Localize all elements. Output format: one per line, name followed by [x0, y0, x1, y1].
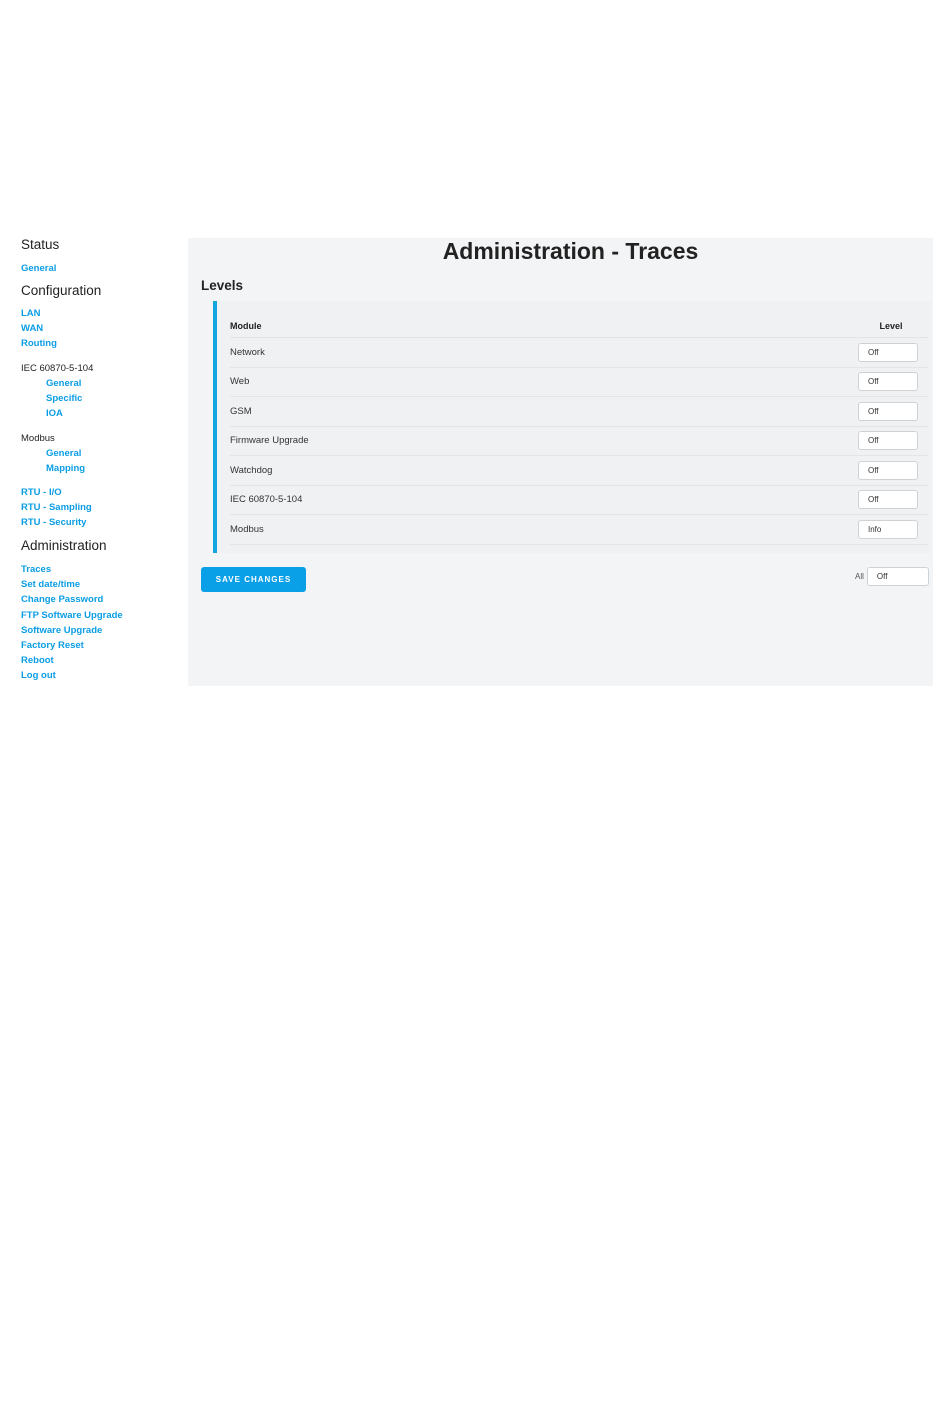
levels-table — [230, 315, 928, 545]
sidebar-item-iec-ioa[interactable]: IOA — [46, 408, 63, 420]
module-name: Firmware Upgrade — [230, 426, 854, 456]
sidebar-item-rtu-security[interactable]: RTU - Security — [21, 517, 87, 529]
sidebar-group-iec: IEC 60870-5-104 — [21, 363, 94, 374]
sidebar-item-set-datetime[interactable]: Set date/time — [21, 579, 81, 591]
table-row — [230, 367, 928, 397]
module-name: Network — [230, 338, 854, 368]
table-row — [230, 515, 928, 545]
sidebar-item-modbus-general[interactable]: General — [46, 448, 82, 459]
sidebar-item-routing[interactable]: Routing — [21, 338, 57, 350]
sidebar-item-change-password[interactable]: Change Password — [21, 594, 104, 606]
module-name: IEC 60870-5-104 — [230, 485, 854, 515]
sidebar-item-ftp-upgrade[interactable]: FTP Software Upgrade — [21, 609, 123, 621]
level-select-web[interactable]: Off — [858, 372, 918, 391]
level-select-firmware-upgrade[interactable]: Off — [858, 431, 918, 450]
sidebar-item-status-general[interactable]: General — [21, 263, 57, 274]
sidebar-heading-administration: Administration — [21, 538, 107, 553]
sidebar-item-rtu-sampling[interactable]: RTU - Sampling — [21, 502, 92, 514]
sidebar-item-wan[interactable]: WAN — [21, 323, 44, 335]
sidebar-item-reboot[interactable]: Reboot — [21, 655, 54, 667]
level-select-watchdog[interactable]: Off — [858, 461, 918, 480]
all-level-control — [855, 567, 929, 586]
sidebar-item-software-upgrade[interactable]: Software Upgrade — [21, 624, 103, 636]
all-label: All — [855, 572, 864, 581]
save-changes-button[interactable]: SAVE CHANGES — [201, 567, 306, 592]
sidebar-group-modbus: Modbus — [21, 433, 55, 444]
table-row — [230, 426, 928, 456]
levels-panel — [213, 301, 931, 553]
column-header-level: Level — [879, 321, 903, 331]
sidebar-item-rtu-io[interactable]: RTU - I/O — [21, 487, 62, 498]
main-panel — [188, 238, 933, 686]
sidebar-item-iec-general[interactable]: General — [46, 378, 82, 389]
sidebar-item-logout[interactable]: Log out — [21, 670, 56, 682]
sidebar-item-iec-specific[interactable]: Specific — [46, 393, 83, 405]
all-level-select[interactable]: Off — [867, 567, 929, 586]
sidebar-item-modbus-mapping[interactable]: Mapping — [46, 463, 86, 475]
table-row — [230, 338, 928, 368]
sidebar-item-lan[interactable]: LAN — [21, 308, 41, 319]
module-name: Modbus — [230, 515, 854, 545]
module-name: Watchdog — [230, 456, 854, 486]
table-row — [230, 485, 928, 515]
level-select-iec[interactable]: Off — [858, 490, 918, 509]
sidebar-item-traces[interactable]: Traces — [21, 564, 52, 575]
level-select-modbus[interactable]: Info — [858, 520, 918, 539]
module-name: GSM — [230, 397, 854, 427]
table-row — [230, 456, 928, 486]
section-title-levels: Levels — [201, 278, 244, 293]
sidebar-item-factory-reset[interactable]: Factory Reset — [21, 640, 84, 652]
module-name: Web — [230, 367, 854, 397]
level-select-gsm[interactable]: Off — [858, 402, 918, 421]
table-row — [230, 397, 928, 427]
page-title: Administration - Traces — [442, 238, 699, 264]
sidebar-heading-configuration: Configuration — [21, 283, 102, 298]
level-select-network[interactable]: Off — [858, 343, 918, 362]
column-header-module: Module — [230, 321, 262, 331]
sidebar-heading-status: Status — [21, 237, 60, 252]
